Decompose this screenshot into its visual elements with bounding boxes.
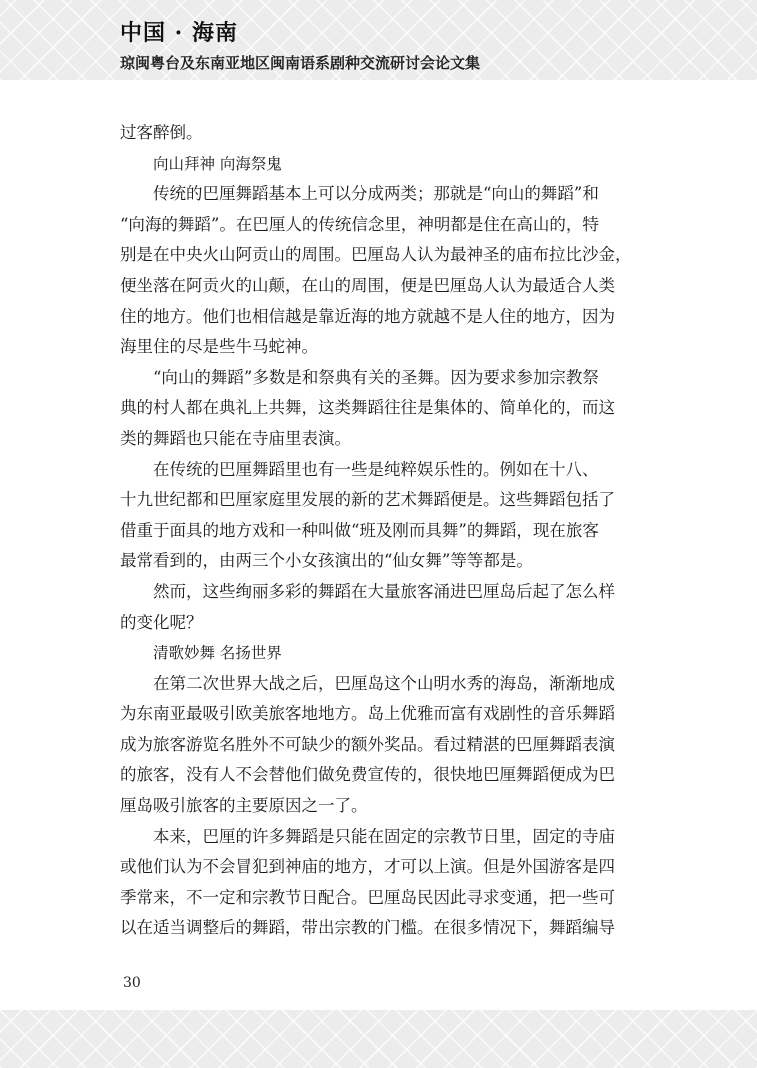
text-line: 本来，巴厘的许多舞蹈是只能在固定的宗教节日里，固定的寺庙 [153,826,615,846]
text-line: “向山的舞蹈”多数是和祭典有关的圣舞。因为要求参加宗教祭 [153,367,599,387]
text-line: 典的村人都在典礼上共舞，这类舞蹈往往是集体的、简单化的，而这 [120,398,615,418]
text-line: 厘岛吸引旅客的主要原因之一了。 [120,796,368,816]
section-heading: 清歌妙舞 名扬世界 [153,644,282,663]
text-line: 以在适当调整后的舞蹈，带出宗教的门槛。在很多情况下，舞蹈编导 [120,918,615,938]
text-line: 的变化呢？ [120,612,203,632]
text-line: 便坐落在阿贡火的山颠，在山的周围，便是巴厘岛人认为最适合人类 [120,275,615,295]
text-line: 十九世纪都和巴厘家庭里发展的新的艺术舞蹈便是。这些舞蹈包括了 [120,490,615,510]
text-line: 住的地方。他们也相信越是靠近海的地方就越不是人住的地方，因为 [120,306,615,326]
text-line: 或他们认为不会冒犯到神庙的地方，才可以上演。但是外国游客是四 [120,857,615,877]
text-line: 季常来，不一定和宗教节日配合。巴厘岛民因此寻求变通，把一些可 [120,887,615,907]
text-line: 在传统的巴厘舞蹈里也有一些是纯粹娱乐性的。例如在十八、 [153,459,599,479]
section-heading: 向山拜神 向海祭鬼 [153,154,282,173]
book-title: 中国 · 海南 [120,20,238,46]
text-line: 海里住的尽是些牛马蛇神。 [120,337,318,357]
text-line: “向海的舞蹈”。在巴厘人的传统信念里，神明都是住在高山的，特 [120,214,599,234]
text-line: 然而，这些绚丽多彩的舞蹈在大量旅客涌进巴厘岛后起了怎么样 [153,581,615,601]
text-line: 类的舞蹈也只能在寺庙里表演。 [120,428,351,448]
text-line: 的旅客，没有人不会替他们做免费宣传的，很快地巴厘舞蹈便成为巴 [120,765,615,785]
header-band [0,0,757,80]
text-line: 最常看到的，由两三个小女孩演出的“仙女舞”等等都是。 [120,551,533,571]
text-line: 借重于面具的地方戏和一种叫做“班及刚而具舞”的舞蹈，现在旅客 [120,520,599,540]
text-line: 成为旅客游览名胜外不可缺少的额外奖品。看过精湛的巴厘舞蹈表演 [120,734,615,754]
page-number: 30 [123,975,141,991]
text-line: 别是在中央火山阿贡山的周围。巴厘岛人认为最神圣的庙布拉比沙金， [120,245,632,265]
text-line: 传统的巴厘舞蹈基本上可以分成两类；那就是“向山的舞蹈”和 [153,184,599,204]
text-line: 过客醉倒。 [120,123,203,142]
footer-band [0,1010,757,1068]
text-line: 为东南亚最吸引欧美旅客地地方。岛上优雅而富有戏剧性的音乐舞蹈 [120,704,615,724]
book-subtitle: 琼闽粤台及东南亚地区闽南语系剧种交流研讨会论文集 [120,54,481,72]
text-line: 在第二次世界大战之后，巴厘岛这个山明水秀的海岛，渐渐地成 [153,673,615,693]
article-body [120,118,640,944]
